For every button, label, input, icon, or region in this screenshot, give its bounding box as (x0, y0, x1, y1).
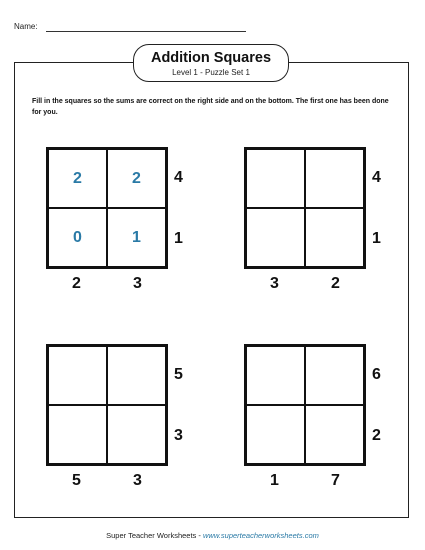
grid-cell[interactable] (305, 405, 364, 464)
instructions: Fill in the squares so the sums are correct on the right side and on the bottom. The first one has been done for you. (32, 98, 389, 116)
footer-brand: Super Teacher Worksheets (106, 531, 197, 540)
grid-cell[interactable]: 2 (48, 149, 107, 208)
grid-cell[interactable]: 1 (107, 208, 166, 267)
footer-url-link[interactable]: www.superteacherworksheets.com (202, 531, 319, 540)
footer-separator: - (196, 531, 203, 540)
row-sum: 3 (174, 427, 183, 444)
col-sum: 3 (133, 275, 142, 292)
grid-cell[interactable] (246, 149, 305, 208)
grid-cell[interactable] (246, 346, 305, 405)
grid-cell[interactable] (107, 346, 166, 405)
row-sum: 2 (372, 427, 381, 444)
grid-cell[interactable] (305, 208, 364, 267)
grid-cell[interactable] (305, 346, 364, 405)
row-sum: 1 (372, 230, 381, 247)
puzzle-grid (244, 147, 366, 269)
title-box (133, 44, 289, 82)
col-sum: 3 (133, 472, 142, 489)
row-sum: 1 (174, 230, 183, 247)
col-sum: 7 (331, 472, 340, 489)
grid-cell[interactable] (48, 405, 107, 464)
puzzle-grid (244, 344, 366, 466)
grid-cell[interactable]: 0 (48, 208, 107, 267)
col-sum: 1 (270, 472, 279, 489)
name-line[interactable] (46, 31, 246, 32)
row-sum: 5 (174, 366, 183, 383)
col-sum: 5 (72, 472, 81, 489)
col-sum: 3 (270, 275, 279, 292)
grid-cell[interactable] (107, 405, 166, 464)
grid-cell[interactable] (48, 346, 107, 405)
grid-cell[interactable]: 2 (107, 149, 166, 208)
worksheet-title: Addition Squares (150, 50, 272, 66)
worksheet-subtitle: Level 1 - Puzzle Set 1 (172, 68, 250, 77)
row-sum: 6 (372, 366, 381, 383)
name-label: Name: (14, 22, 38, 31)
grid-cell[interactable] (246, 208, 305, 267)
col-sum: 2 (331, 275, 340, 292)
row-sum: 4 (372, 169, 381, 186)
puzzle-grid (46, 147, 168, 269)
grid-cell[interactable] (305, 149, 364, 208)
puzzle-grid (46, 344, 168, 466)
col-sum: 2 (72, 275, 81, 292)
footer (0, 531, 425, 540)
grid-cell[interactable] (246, 405, 305, 464)
row-sum: 4 (174, 169, 183, 186)
